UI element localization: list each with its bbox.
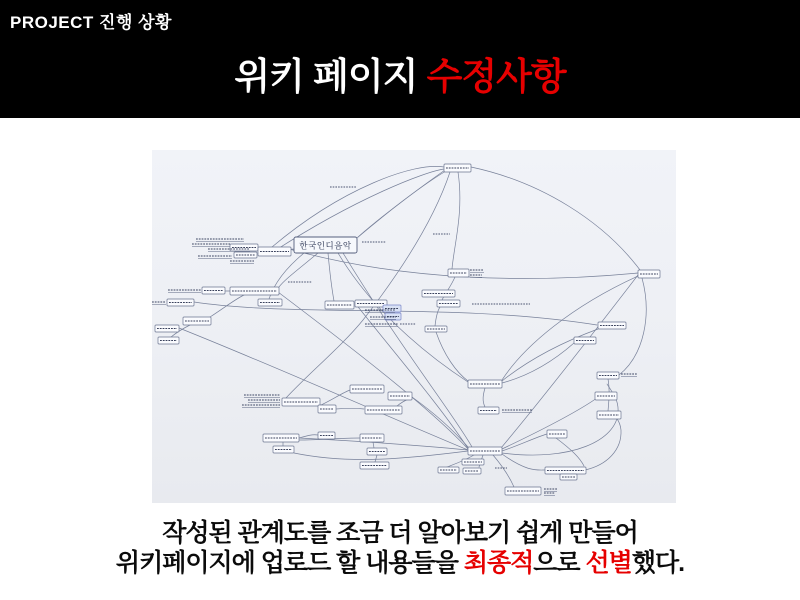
caption-highlight-1: 최종적: [463, 549, 534, 577]
concept-map-photo: [152, 150, 676, 503]
caption-line-2: [0, 548, 800, 578]
page-title: [0, 46, 800, 100]
title-main: 위키 페이지: [234, 56, 427, 97]
caption-line-2-text: 으로: [533, 549, 586, 577]
title-highlight: 수정사항: [426, 56, 566, 97]
caption-line-2-text: 위키페이지에 업로드 할 내용들을: [115, 549, 464, 577]
center-node-label: 한국인디음악: [299, 240, 352, 251]
slide-header: [0, 0, 800, 118]
center-node: [294, 237, 357, 253]
kicker-text: PROJECT 진행 상황: [10, 13, 172, 32]
caption-line-1: 작성된 관계도를 조금 더 알아보기 쉽게 만들어: [162, 519, 638, 547]
caption-highlight-2: 선별: [585, 549, 632, 577]
concept-map-image: [152, 150, 676, 503]
caption-line-2-text: 했다.: [631, 549, 685, 577]
caption-block: [0, 518, 800, 578]
